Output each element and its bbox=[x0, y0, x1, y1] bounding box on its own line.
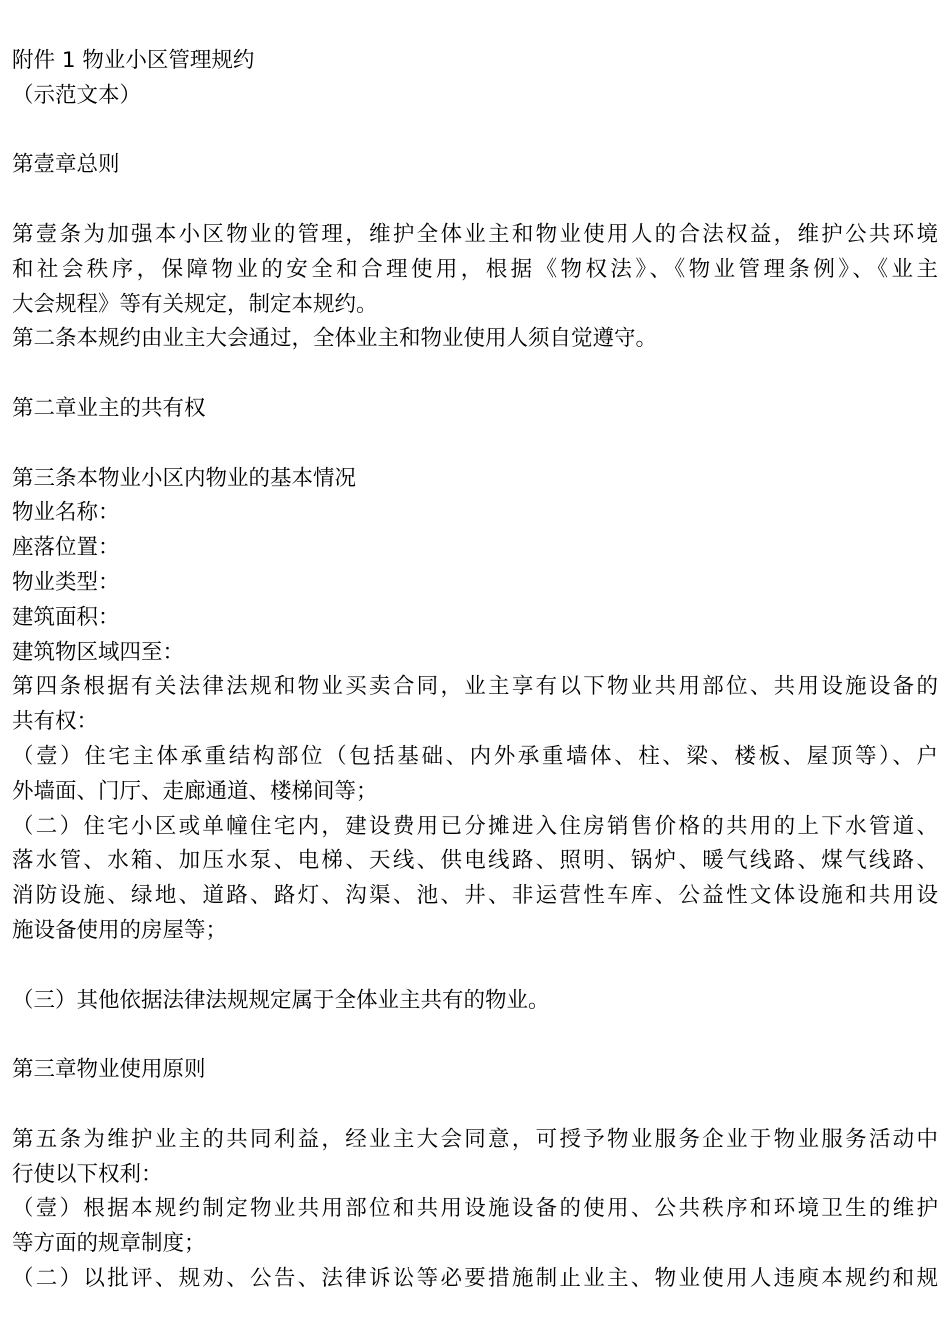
text-line: 物业名称： bbox=[12, 500, 120, 526]
text-line: 第五条为维护业主的共同利益，经业主大会同意，可授予物业服务企业于物业服务活动中 bbox=[12, 1126, 938, 1152]
text-line: 落水管、水箱、加压水泵、电梯、天线、供电线路、照明、锅炉、暖气线路、煤气线路、 bbox=[12, 848, 938, 874]
text-line: 建筑物区域四至： bbox=[12, 639, 185, 665]
text-line: 共有权： bbox=[12, 709, 99, 735]
text-line: 第四条根据有关法律法规和物业买卖合同，业主享有以下物业共用部位、共用设施设备的 bbox=[12, 674, 938, 700]
blank-line bbox=[12, 949, 938, 984]
text-line: 施设备使用的房屋等； bbox=[12, 917, 228, 943]
text-line: 第三条本物业小区内物业的基本情况 bbox=[12, 465, 357, 491]
text-line: 座落位置： bbox=[12, 535, 120, 561]
blank-line bbox=[12, 1018, 938, 1053]
text-line: 第壹条为加强本小区物业的管理，维护全体业主和物业使用人的合法权益，维护公共环境 bbox=[12, 221, 938, 247]
text-line: 第壹章总则 bbox=[12, 152, 120, 178]
text-line: 附件 1 物业小区管理规约 bbox=[12, 48, 255, 73]
text-line: （壹）根据本规约制定物业共用部位和共用设施设备的使用、公共秩序和环境卫生的维护 bbox=[12, 1196, 938, 1222]
text-line: （壹）住宅主体承重结构部位（包括基础、内外承重墙体、柱、梁、楼板、屋顶等）、户 bbox=[12, 743, 938, 769]
text-line: 第二章业主的共有权 bbox=[12, 395, 206, 421]
text-line: 行使以下权利： bbox=[12, 1161, 163, 1187]
blank-line bbox=[12, 427, 938, 462]
text-line: （三）其他依据法律法规规定属于全体业主共有的物业。 bbox=[12, 987, 550, 1013]
text-line: 物业类型： bbox=[12, 569, 120, 595]
blank-line bbox=[12, 183, 938, 218]
text-line: （二）住宅小区或单幢住宅内，建设费用已分摊进入住房销售价格的共用的上下水管道、 bbox=[12, 813, 938, 839]
blank-line bbox=[12, 114, 938, 149]
document-body bbox=[12, 44, 938, 1297]
text-line: 消防设施、绿地、道路、路灯、沟渠、池、井、非运营性车库、公益性文体设施和共用设 bbox=[12, 883, 938, 909]
text-line: 第二条本规约由业主大会通过，全体业主和物业使用人须自觉遵守。 bbox=[12, 326, 658, 352]
text-line: 和社会秩序，保障物业的安全和合理使用，根据《物权法》、《物业管理条例》、《业主 bbox=[12, 256, 938, 282]
text-line: 大会规程》等有关规定，制定本规约。 bbox=[12, 291, 378, 317]
text-line: 第三章物业使用原则 bbox=[12, 1057, 206, 1083]
text-line: （二）以批评、规劝、公告、法律诉讼等必要措施制止业主、物业使用人违庾本规约和规 bbox=[12, 1265, 938, 1291]
text-line: 外墙面、门厅、走廊通道、楼梯间等； bbox=[12, 778, 378, 804]
blank-line bbox=[12, 1088, 938, 1123]
text-line: 建筑面积： bbox=[12, 604, 120, 630]
blank-line bbox=[12, 357, 938, 392]
text-line: 等方面的规章制度； bbox=[12, 1231, 206, 1257]
text-line: （示范文本） bbox=[12, 82, 142, 108]
